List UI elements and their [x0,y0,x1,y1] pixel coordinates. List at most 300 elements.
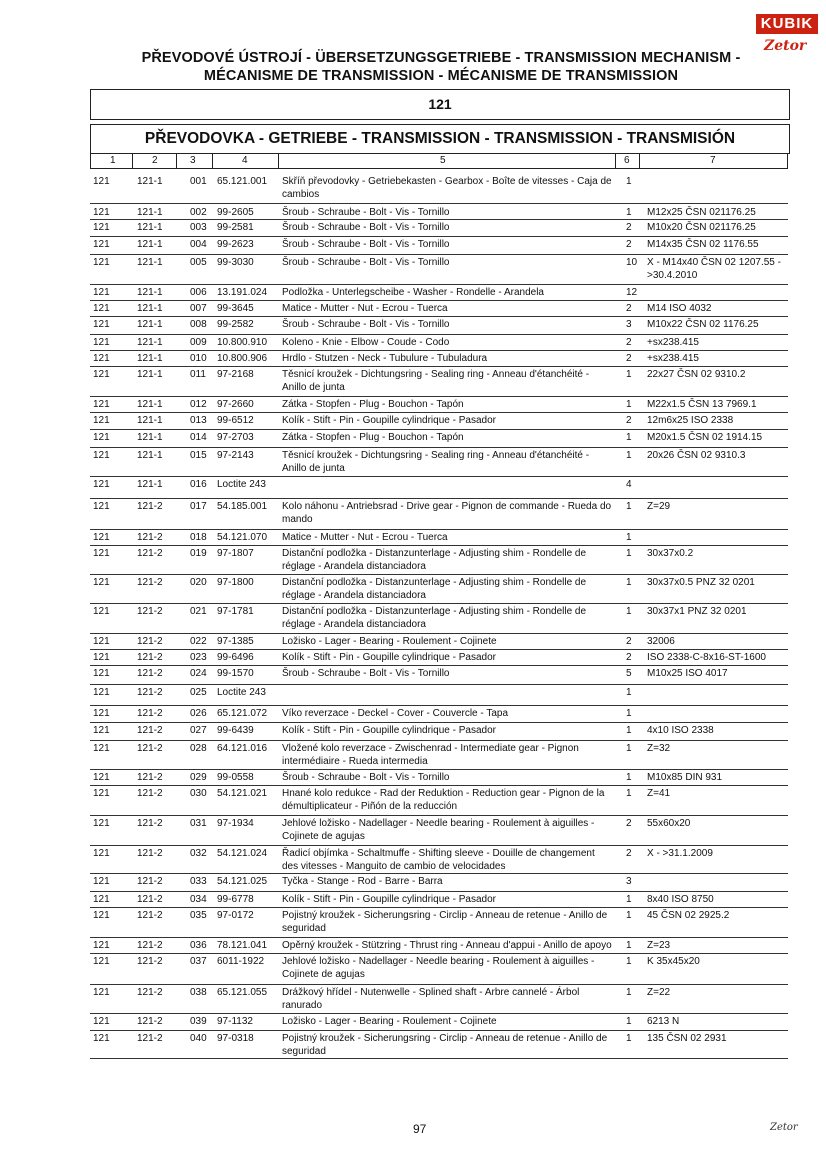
cell-position: 005 [190,257,207,268]
cell-quantity: 1 [626,987,632,998]
cell-description: Šroub - Schraube - Bolt - Vis - Tornillo [282,207,450,218]
cell-description: Šroub - Schraube - Bolt - Vis - Tornillo [282,668,450,679]
cell-quantity: 10 [626,257,638,268]
cell-position: 031 [190,818,207,829]
cell-group: 121 [93,176,110,187]
cell-part-number: 78.121.041 [217,940,268,951]
cell-subgroup: 121-1 [137,239,163,250]
cell-group: 121 [93,708,110,719]
table-row [90,769,788,786]
cell-subgroup: 121-1 [137,399,163,410]
cell-position: 040 [190,1033,207,1044]
cell-part-number: 10.800.906 [217,353,268,364]
page-title: PŘEVODOVÉ ÚSTROJÍ - ÜBERSETZUNGSGETRIEBE - TRANSMISSION MECHANISM - MÉCANISME DE TRANSMISSION - MÉCANISME DE TRANSMISSION [141,50,741,84]
cell-note: +sx238.415 [647,353,699,364]
cell-note: M10x20 ČSN 021176.25 [647,222,756,233]
cell-group: 121 [93,743,110,754]
column-header [90,154,788,169]
cell-quantity: 1 [626,176,632,187]
table-row [90,740,788,770]
cell-description: Koleno - Knie - Elbow - Coude - Codo [282,337,450,348]
cell-part-number: 54.121.025 [217,876,268,887]
cell-description: Šroub - Schraube - Bolt - Vis - Tornillo [282,239,450,250]
cell-position: 001 [190,176,207,187]
cell-part-number: 54.121.024 [217,848,268,859]
cell-part-number: 6011-1922 [217,956,265,967]
cell-group: 121 [93,687,110,698]
cell-subgroup: 121-1 [137,257,163,268]
cell-group: 121 [93,636,110,647]
cell-group: 121 [93,239,110,250]
cell-subgroup: 121-2 [137,910,163,921]
cell-subgroup: 121-2 [137,687,163,698]
cell-subgroup: 121-2 [137,987,163,998]
cell-quantity: 1 [626,1016,632,1027]
cell-subgroup: 121-2 [137,956,163,967]
cell-description: Distanční podložka - Distanzunterlage - Adjusting shim - Rondelle de réglage - Arandela distanciadora [282,577,587,601]
cell-quantity: 1 [626,577,632,588]
cell-subgroup: 121-1 [137,207,163,218]
col-1: 1 [110,155,116,166]
cell-position: 007 [190,303,207,314]
cell-group: 121 [93,1016,110,1027]
cell-note: 32006 [647,636,675,647]
cell-position: 038 [190,987,207,998]
cell-position: 029 [190,772,207,783]
table-row [90,476,788,499]
cell-position: 006 [190,287,207,298]
table-row [90,815,788,846]
cell-quantity: 2 [626,415,632,426]
section-title: PŘEVODOVKA - GETRIEBE - TRANSMISSION - TRANSMISSION - TRANSMISIÓN [90,124,790,154]
table-row [90,429,788,448]
col-7: 7 [710,155,716,166]
cell-note: 30x37x0.2 [647,548,694,559]
cell-part-number: 99-2623 [217,239,254,250]
table-row [90,574,788,604]
cell-position: 016 [190,479,207,490]
col-4: 4 [242,155,248,166]
cell-group: 121 [93,415,110,426]
col-6: 6 [624,155,630,166]
cell-note: 20x26 ČSN 02 9310.3 [647,450,746,461]
cell-part-number: 54.121.021 [217,788,268,799]
cell-quantity: 1 [626,687,632,698]
cell-part-number: 54.121.070 [217,532,268,543]
cell-position: 033 [190,876,207,887]
cell-group: 121 [93,956,110,967]
cell-position: 036 [190,940,207,951]
cell-quantity: 1 [626,369,632,380]
cell-subgroup: 121-1 [137,369,163,380]
cell-group: 121 [93,987,110,998]
cell-position: 026 [190,708,207,719]
cell-part-number: 97-2703 [217,432,254,443]
table-row [90,498,788,530]
cell-position: 018 [190,532,207,543]
table-row [90,873,788,892]
cell-subgroup: 121-1 [137,319,163,330]
cell-group: 121 [93,894,110,905]
cell-subgroup: 121-2 [137,876,163,887]
cell-description: Opěrný kroužek - Stützring - Thrust ring - Anneau d'appui - Anillo de apoyo [282,940,612,951]
cell-subgroup: 121-2 [137,772,163,783]
cell-position: 037 [190,956,207,967]
cell-quantity: 5 [626,668,632,679]
cell-quantity: 1 [626,548,632,559]
cell-position: 014 [190,432,207,443]
cell-note: M14 ISO 4032 [647,303,712,314]
cell-quantity: 2 [626,222,632,233]
cell-note: 6213 N [647,1016,680,1027]
cell-quantity: 3 [626,876,632,887]
table-row [90,937,788,954]
cell-note: 4x10 ISO 2338 [647,725,714,736]
cell-description: Ložisko - Lager - Bearing - Roulement - Cojinete [282,636,497,647]
cell-description: Kolík - Stift - Pin - Goupille cylindrique - Pasador [282,894,496,905]
table-row [90,236,788,255]
cell-part-number: 97-1132 [217,1016,253,1027]
cell-subgroup: 121-1 [137,303,163,314]
cell-subgroup: 121-1 [137,415,163,426]
cell-part-number: 99-0558 [217,772,254,783]
cell-note: 8x40 ISO 8750 [647,894,714,905]
cell-group: 121 [93,450,110,461]
cell-subgroup: 121-1 [137,450,163,461]
table-row [90,254,788,285]
cell-group: 121 [93,577,110,588]
cell-group: 121 [93,818,110,829]
cell-quantity: 1 [626,940,632,951]
cell-description: Těsnicí kroužek - Dichtungsring - Sealing ring - Anneau d'étanchéité - Anillo de junta [282,369,590,393]
cell-note: X - >31.1.2009 [647,848,713,859]
cell-group: 121 [93,479,110,490]
cell-group: 121 [93,788,110,799]
cell-subgroup: 121-2 [137,848,163,859]
cell-description: Šroub - Schraube - Bolt - Vis - Tornillo [282,772,450,783]
cell-subgroup: 121-2 [137,532,163,543]
logo-brand: KUBIK [756,14,818,34]
cell-description: Kolík - Stift - Pin - Goupille cylindrique - Pasador [282,725,496,736]
cell-position: 024 [190,668,207,679]
cell-description: Matice - Mutter - Nut - Ecrou - Tuerca [282,532,448,543]
table-row [90,984,788,1014]
cell-description: Těsnicí kroužek - Dichtungsring - Sealing ring - Anneau d'étanchéité - Anillo de junta [282,450,590,474]
cell-quantity: 2 [626,636,632,647]
cell-position: 009 [190,337,207,348]
cell-group: 121 [93,876,110,887]
cell-subgroup: 121-2 [137,501,163,512]
cell-note: 30x37x1 PNZ 32 0201 [647,606,747,617]
cell-position: 021 [190,606,207,617]
cell-note: Z=23 [647,940,671,951]
cell-subgroup: 121-1 [137,176,163,187]
table-row [90,953,788,985]
cell-subgroup: 121-1 [137,479,163,490]
table-row [90,1013,788,1031]
cell-group: 121 [93,652,110,663]
table-row [90,334,788,351]
cell-note: M10x22 ČSN 02 1176.25 [647,319,759,330]
cell-description: Matice - Mutter - Nut - Ecrou - Tuerca [282,303,448,314]
cell-subgroup: 121-1 [137,287,163,298]
cell-note: 55x60x20 [647,818,691,829]
table-row [90,412,788,430]
cell-subgroup: 121-1 [137,353,163,364]
cell-subgroup: 121-2 [137,940,163,951]
cell-quantity: 1 [626,501,632,512]
cell-note: ISO 2338-C-8x16-ST-1600 [647,652,766,663]
cell-position: 022 [190,636,207,647]
cell-part-number: 97-2143 [217,450,254,461]
cell-part-number: 99-3030 [217,257,254,268]
cell-group: 121 [93,772,110,783]
cell-position: 035 [190,910,207,921]
table-row [90,722,788,741]
cell-quantity: 1 [626,1033,632,1044]
cell-group: 121 [93,369,110,380]
cell-quantity: 2 [626,353,632,364]
footer-mark: Zetor [770,1122,798,1133]
table-row [90,891,788,908]
table-row [90,350,788,367]
cell-group: 121 [93,910,110,921]
cell-subgroup: 121-2 [137,818,163,829]
cell-description: Distanční podložka - Distanzunterlage - Adjusting shim - Rondelle de réglage - Arandela distanciadora [282,606,587,630]
table-row [90,907,788,938]
cell-group: 121 [93,353,110,364]
cell-position: 039 [190,1016,207,1027]
cell-part-number: 99-1570 [217,668,254,679]
cell-note: M10x85 DIN 931 [647,772,723,783]
cell-note: 135 ČSN 02 2931 [647,1033,727,1044]
cell-subgroup: 121-2 [137,1016,163,1027]
table-row [90,316,788,335]
cell-description: Jehlové ložisko - Nadellager - Needle bearing - Roulement à aiguilles - Cojinete de agujas [282,818,595,842]
cell-position: 002 [190,207,207,218]
cell-quantity: 2 [626,848,632,859]
table-row [90,366,788,397]
cell-quantity: 1 [626,743,632,754]
page-number: 97 [413,1122,427,1136]
cell-group: 121 [93,303,110,314]
cell-subgroup: 121-2 [137,708,163,719]
cell-part-number: 65.121.072 [217,708,268,719]
cell-description: Kolík - Stift - Pin - Goupille cylindrique - Pasador [282,415,496,426]
cell-subgroup: 121-1 [137,222,163,233]
cell-part-number: 97-1807 [217,548,254,559]
cell-quantity: 2 [626,652,632,663]
cell-description: Pojistný kroužek - Sicherungsring - Circlip - Anneau de retenue - Anillo de seguridad [282,910,608,934]
cell-quantity: 1 [626,432,632,443]
cell-position: 004 [190,239,207,250]
cell-subgroup: 121-2 [137,606,163,617]
cell-group: 121 [93,432,110,443]
cell-position: 010 [190,353,207,364]
cell-description: Drážkový hřídel - Nutenwelle - Splined shaft - Arbre cannelé - Árbol ranurado [282,987,580,1011]
cell-note: Z=32 [647,743,671,754]
cell-quantity: 1 [626,708,632,719]
cell-note: Z=41 [647,788,671,799]
cell-description: Jehlové ložisko - Nadellager - Needle bearing - Roulement à aiguilles - Cojinete de agujas [282,956,595,980]
cell-quantity: 3 [626,319,632,330]
cell-note: M14x35 ČSN 02 1176.55 [647,239,759,250]
table-row [90,173,788,204]
cell-position: 032 [190,848,207,859]
cell-part-number: 97-1385 [217,636,254,647]
cell-group: 121 [93,207,110,218]
cell-position: 015 [190,450,207,461]
table-row [90,665,788,685]
table-row [90,705,788,723]
cell-group: 121 [93,319,110,330]
table-row [90,284,788,301]
cell-subgroup: 121-2 [137,788,163,799]
cell-part-number: 99-2582 [217,319,254,330]
cell-note: M10x25 ISO 4017 [647,668,728,679]
cell-description: Zátka - Stopfen - Plug - Bouchon - Tapón [282,432,464,443]
cell-quantity: 2 [626,818,632,829]
cell-subgroup: 121-2 [137,725,163,736]
cell-part-number: 64.121.016 [217,743,268,754]
cell-group: 121 [93,668,110,679]
cell-part-number: 97-0172 [217,910,254,921]
table-row [90,684,788,706]
cell-part-number: 97-1781 [217,606,254,617]
cell-position: 030 [190,788,207,799]
cell-part-number: 97-2660 [217,399,254,410]
cell-description: Kolík - Stift - Pin - Goupille cylindrique - Pasador [282,652,496,663]
table-row [90,1030,788,1059]
cell-part-number: 99-2581 [217,222,254,233]
cell-quantity: 4 [626,479,632,490]
cell-description: Tyčka - Stange - Rod - Barre - Barra [282,876,443,887]
cell-quantity: 2 [626,337,632,348]
cell-part-number: Loctite 243 [217,479,266,490]
cell-quantity: 12 [626,287,638,298]
cell-part-number: 97-1800 [217,577,254,588]
logo-zetor: Zetor [764,38,807,54]
cell-note: 30x37x0.5 PNZ 32 0201 [647,577,755,588]
cell-quantity: 1 [626,450,632,461]
cell-part-number: 97-1934 [217,818,254,829]
cell-group: 121 [93,222,110,233]
cell-quantity: 2 [626,303,632,314]
cell-subgroup: 121-2 [137,894,163,905]
cell-subgroup: 121-2 [137,743,163,754]
cell-position: 017 [190,501,207,512]
cell-quantity: 1 [626,894,632,905]
cell-quantity: 2 [626,239,632,250]
cell-description: Řadicí objímka - Schaltmuffe - Shifting sleeve - Douille de changement des vitesses - Manguito de cambio de velocidades [282,848,595,872]
cell-description: Ložisko - Lager - Bearing - Roulement - Cojinete [282,1016,497,1027]
cell-part-number: 99-3645 [217,303,254,314]
cell-description: Vložené kolo reverzace - Zwischenrad - Intermediate gear - Pignon intermédiaire - Rueda intermedia [282,743,579,767]
cell-subgroup: 121-1 [137,337,163,348]
col-3: 3 [190,155,196,166]
cell-part-number: 65.121.055 [217,987,268,998]
cell-part-number: 54.185.001 [217,501,268,512]
table-row [90,845,788,874]
table-row [90,396,788,413]
cell-subgroup: 121-2 [137,577,163,588]
cell-position: 023 [190,652,207,663]
cell-description: Šroub - Schraube - Bolt - Vis - Tornillo [282,319,450,330]
cell-note: 22x27 ČSN 02 9310.2 [647,369,746,380]
cell-subgroup: 121-2 [137,548,163,559]
cell-quantity: 1 [626,725,632,736]
cell-position: 034 [190,894,207,905]
cell-group: 121 [93,257,110,268]
table-row [90,649,788,666]
cell-position: 012 [190,399,207,410]
cell-part-number: 10.800.910 [217,337,268,348]
col-2: 2 [152,155,158,166]
cell-description: Pojistný kroužek - Sicherungsring - Circlip - Anneau de retenue - Anillo de seguridad [282,1033,608,1057]
col-5: 5 [440,155,446,166]
cell-note: M20x1.5 ČSN 02 1914.15 [647,432,763,443]
cell-part-number: 65.121.001 [217,176,268,187]
cell-part-number: 99-6496 [217,652,254,663]
cell-part-number: 99-6778 [217,894,254,905]
cell-description: Víko reverzace - Deckel - Cover - Couvercle - Tapa [282,708,509,719]
cell-subgroup: 121-2 [137,1033,163,1044]
cell-quantity: 1 [626,910,632,921]
cell-quantity: 1 [626,788,632,799]
cell-description: Šroub - Schraube - Bolt - Vis - Tornillo [282,222,450,233]
cell-quantity: 1 [626,207,632,218]
cell-quantity: 1 [626,532,632,543]
cell-part-number: Loctite 243 [217,687,266,698]
cell-quantity: 1 [626,956,632,967]
cell-group: 121 [93,725,110,736]
cell-group: 121 [93,501,110,512]
cell-part-number: 97-2168 [217,369,254,380]
cell-subgroup: 121-1 [137,432,163,443]
cell-position: 008 [190,319,207,330]
cell-part-number: 99-6439 [217,725,254,736]
cell-position: 011 [190,369,206,380]
cell-position: 019 [190,548,207,559]
cell-group: 121 [93,940,110,951]
cell-part-number: 99-2605 [217,207,254,218]
cell-subgroup: 121-2 [137,636,163,647]
cell-group: 121 [93,848,110,859]
cell-group: 121 [93,606,110,617]
cell-description: Kolo náhonu - Antriebsrad - Drive gear - Pignon de commande - Rueda do mando [282,501,612,525]
table-row [90,219,788,237]
cell-quantity: 1 [626,606,632,617]
cell-group: 121 [93,548,110,559]
cell-note: X - M14x40 ČSN 02 1207.55 - >30.4.2010 [647,257,781,281]
cell-note: K 35x45x20 [647,956,700,967]
cell-description: Zátka - Stopfen - Plug - Bouchon - Tapón [282,399,464,410]
table-row [90,545,788,575]
table-row [90,204,788,220]
cell-note: Z=22 [647,987,671,998]
cell-group: 121 [93,1033,110,1044]
cell-description: Distanční podložka - Distanzunterlage - Adjusting shim - Rondelle de réglage - Arandela distanciadora [282,548,587,572]
cell-position: 020 [190,577,207,588]
cell-subgroup: 121-2 [137,652,163,663]
cell-subgroup: 121-2 [137,668,163,679]
cell-group: 121 [93,399,110,410]
cell-description: Hrdlo - Stutzen - Neck - Tubulure - Tubuladura [282,353,488,364]
cell-description: Šroub - Schraube - Bolt - Vis - Tornillo [282,257,450,268]
cell-position: 027 [190,725,207,736]
cell-part-number: 13.191.024 [217,287,268,298]
cell-note: Z=29 [647,501,671,512]
